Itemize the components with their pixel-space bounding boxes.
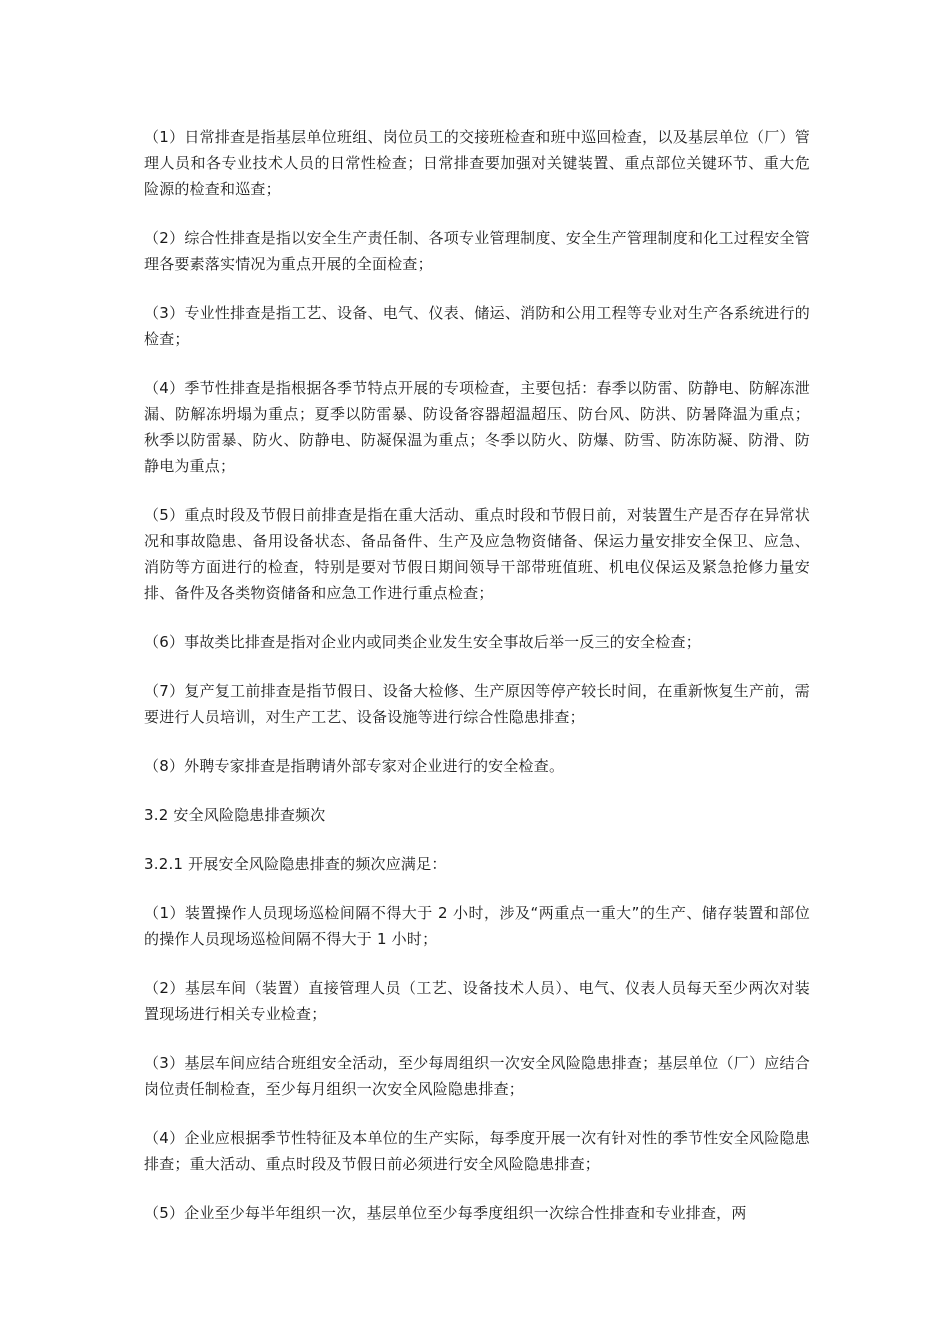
paragraph-frequency-5: （5）企业至少每半年组织一次，基层单位至少每季度组织一次综合性排查和专业排查，两: [144, 1204, 747, 1222]
section-heading-3-2: 3.2 安全风险隐患排查频次: [144, 806, 326, 824]
paragraph-resumption-inspection: （7）复产复工前排查是指节假日、设备大检修、生产原因等停产较长时间，在重新恢复生产前，需要进行人员培训，对生产工艺、设备设施等进行综合性隐患排查；: [144, 682, 810, 726]
paragraph-frequency-2: （2）基层车间（装置）直接管理人员（工艺、设备技术人员）、电气、仪表人员每天至少两次对装置现场进行相关专业检查；: [144, 979, 810, 1023]
paragraph-professional-inspection: （3）专业性排查是指工艺、设备、电气、仪表、储运、消防和公用工程等专业对生产各系统进行的检查；: [144, 304, 810, 348]
paragraph-external-expert-inspection: （8）外聘专家排查是指聘请外部专家对企业进行的安全检查。: [144, 757, 565, 775]
paragraph-comprehensive-inspection: （2）综合性排查是指以安全生产责任制、各项专业管理制度、安全生产管理制度和化工过程安全管理各要素落实情况为重点开展的全面检查；: [144, 229, 810, 273]
paragraph-holiday-inspection: （5）重点时段及节假日前排查是指在重大活动、重点时段和节假日前，对装置生产是否存在异常状况和事故隐患、备用设备状态、备品备件、生产及应急物资储备、保运力量安排安全保卫、应急、消防等方面进行的检查，特别是要对节假日期间领导干部带班值班、机电仪保运及紧急抢修力量安排、备件及各类物资储备和应急工作进行重点检查；: [144, 506, 810, 602]
paragraph-seasonal-inspection: （4）季节性排查是指根据各季节特点开展的专项检查，主要包括：春季以防雷、防静电、防解冻泄漏、防解冻坍塌为重点；夏季以防雷暴、防设备容器超温超压、防台风、防洪、防暑降温为重点；秋季以防雷暴、防火、防静电、防凝保温为重点；冬季以防火、防爆、防雪、防冻防凝、防滑、防静电为重点；: [144, 379, 810, 475]
paragraph-daily-inspection: （1）日常排查是指基层单位班组、岗位员工的交接班检查和班中巡回检查，以及基层单位（厂）管理人员和各专业技术人员的日常性检查；日常排查要加强对关键装置、重点部位关键环节、重大危险源的检查和巡查；: [144, 128, 810, 198]
paragraph-accident-analogy-inspection: （6）事故类比排查是指对企业内或同类企业发生安全事故后举一反三的安全检查；: [144, 633, 701, 651]
paragraph-frequency-3: （3）基层车间应结合班组安全活动，至少每周组织一次安全风险隐患排查；基层单位（厂）应结合岗位责任制检查，至少每月组织一次安全风险隐患排查；: [144, 1054, 810, 1098]
paragraph-frequency-1: （1）装置操作人员现场巡检间隔不得大于 2 小时，涉及“两重点一重大”的生产、储存装置和部位的操作人员现场巡检间隔不得大于 1 小时；: [144, 904, 810, 948]
paragraph-frequency-4: （4）企业应根据季节性特征及本单位的生产实际，每季度开展一次有针对性的季节性安全风险隐患排查；重大活动、重点时段及节假日前必须进行安全风险隐患排查；: [144, 1129, 810, 1173]
subsection-heading-3-2-1: 3.2.1 开展安全风险隐患排查的频次应满足：: [144, 855, 447, 873]
